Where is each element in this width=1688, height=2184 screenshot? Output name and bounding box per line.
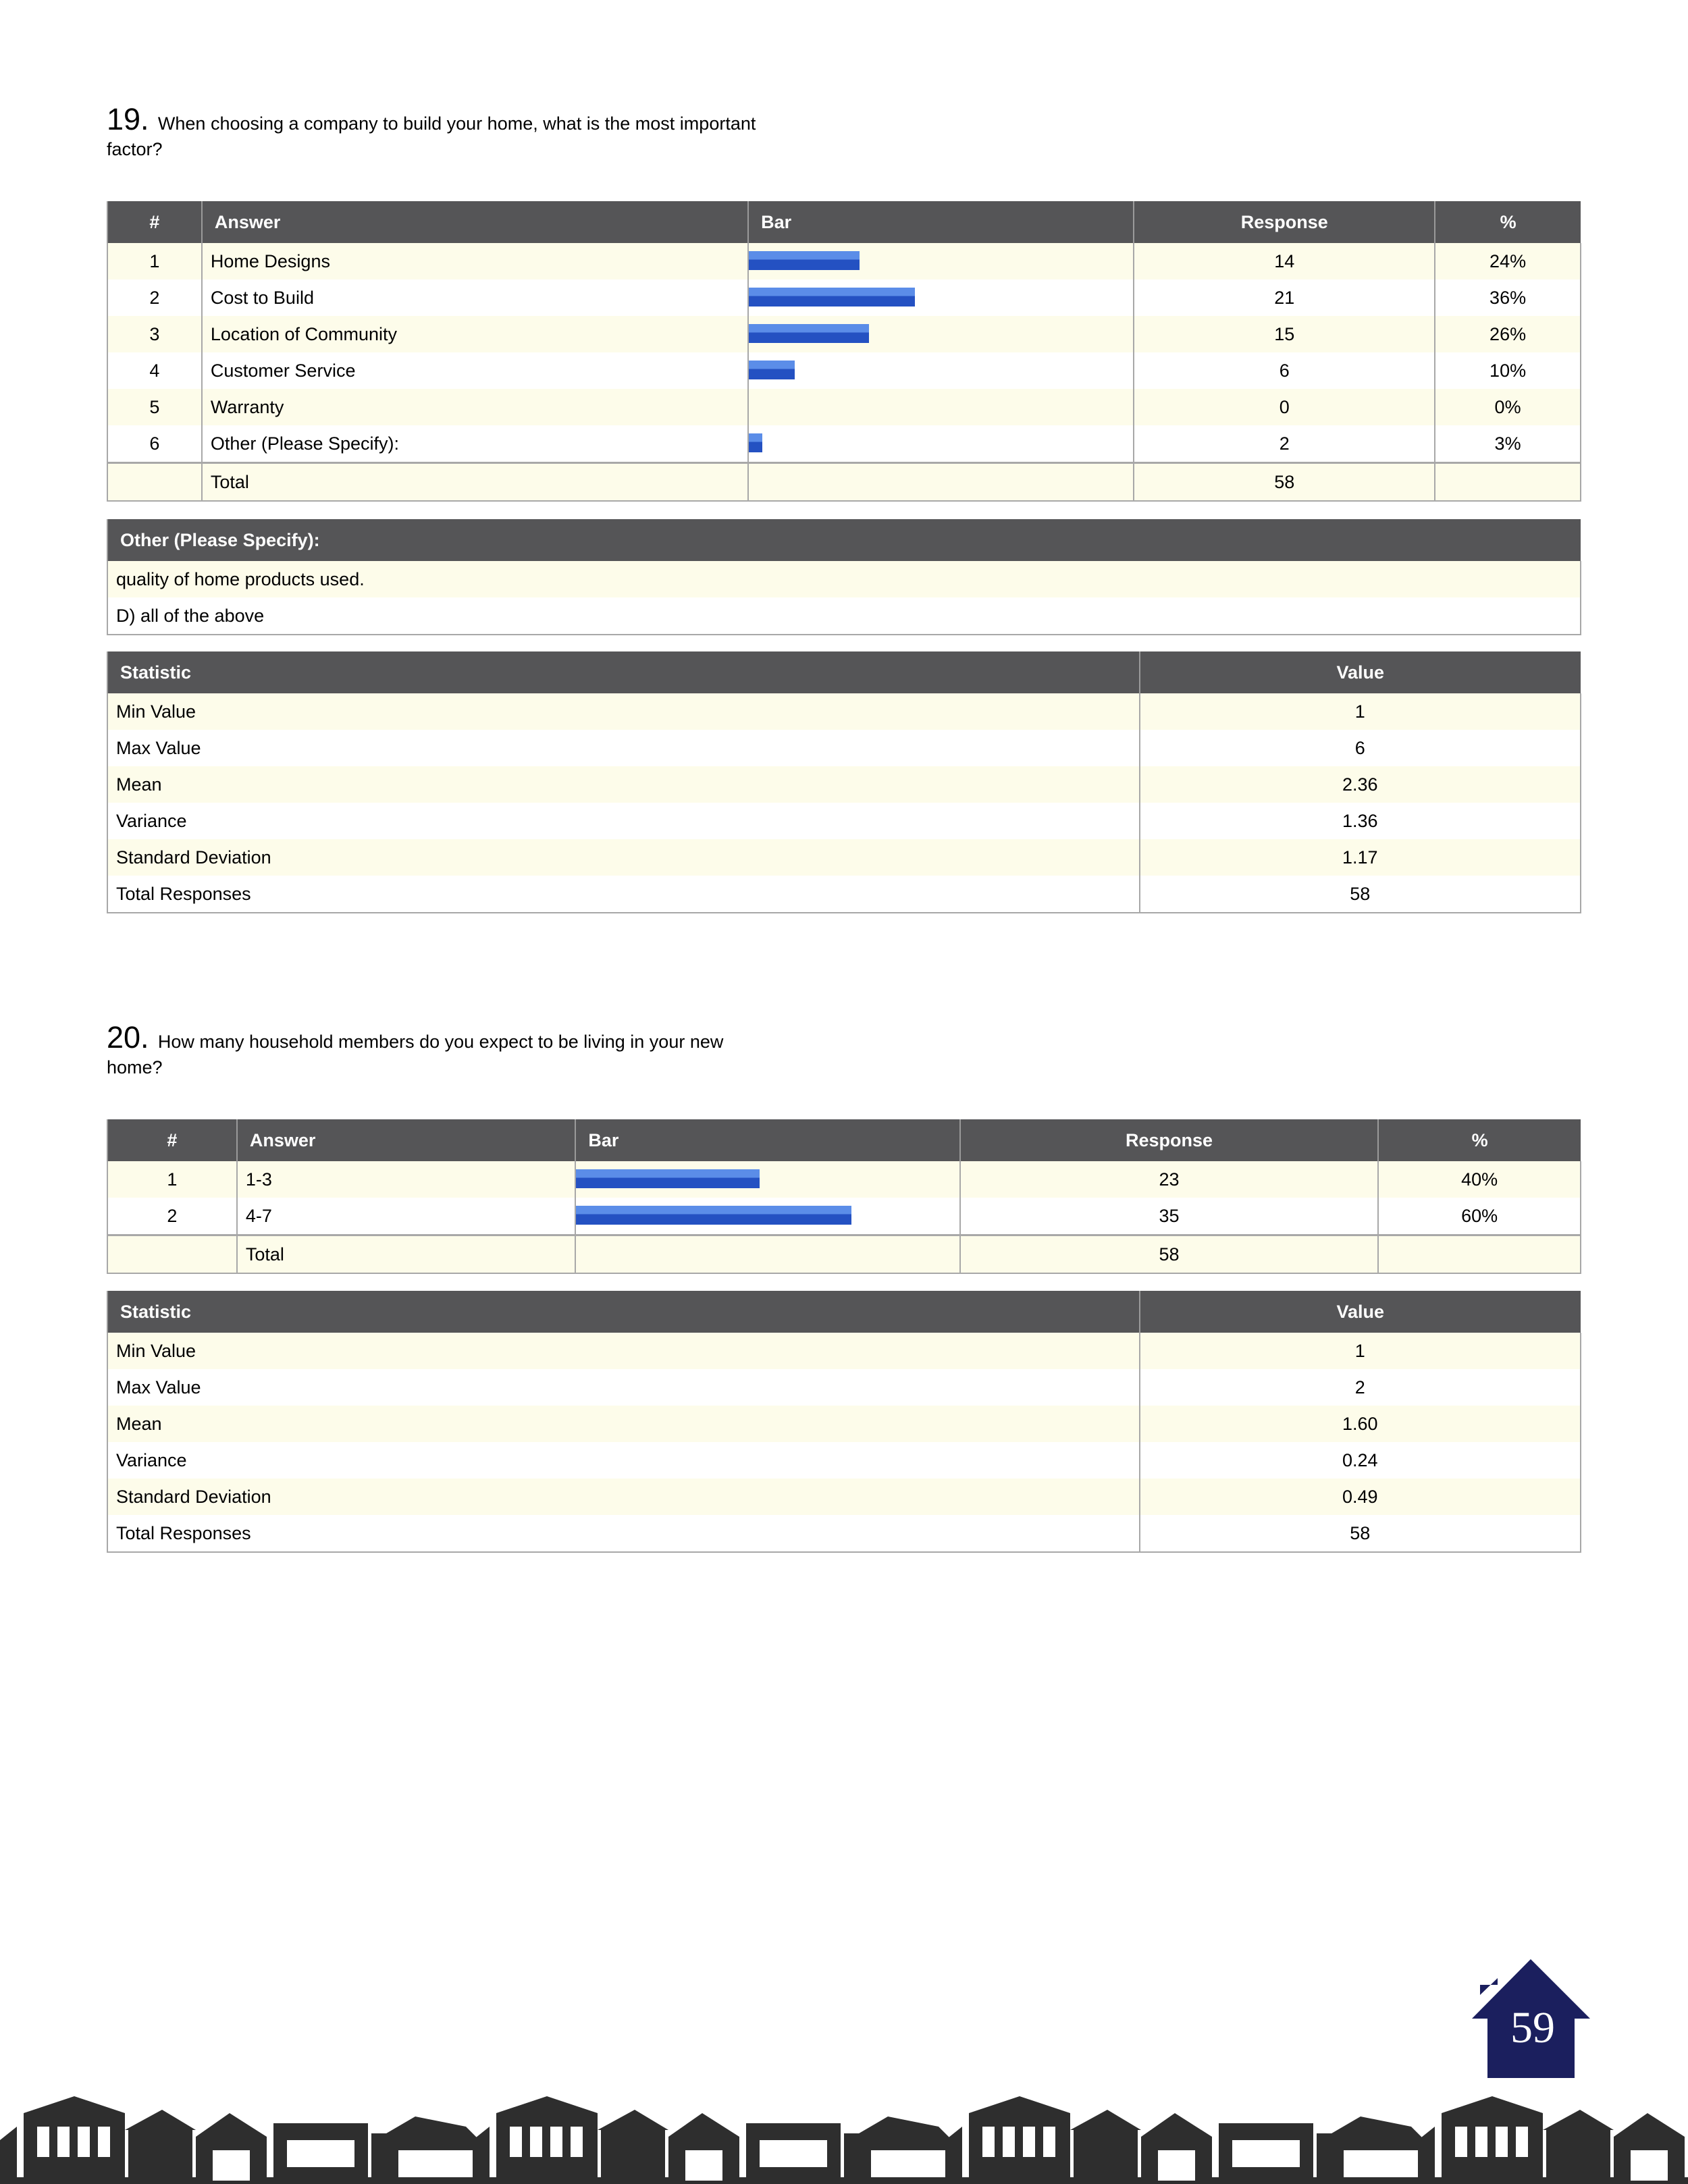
row-answer: Warranty <box>202 389 748 425</box>
question-text: When choosing a company to build your home, what is the most important <box>157 113 756 134</box>
col-header-bar: Bar <box>575 1119 959 1161</box>
question-19 <box>107 102 917 160</box>
stat-label: Mean <box>107 1406 1140 1442</box>
table-row <box>107 389 1581 425</box>
list-item <box>107 597 1581 635</box>
bar-fill <box>749 433 762 452</box>
row-bar <box>748 279 1134 316</box>
row-percent: 3% <box>1435 425 1581 463</box>
table-row <box>107 1479 1581 1515</box>
row-response: 21 <box>1134 279 1435 316</box>
stat-value: 58 <box>1140 1515 1581 1552</box>
table-row <box>107 803 1581 839</box>
total-row <box>107 463 1581 502</box>
row-percent: 0% <box>1435 389 1581 425</box>
row-bar <box>748 316 1134 352</box>
col-header-statistic: Statistic <box>107 651 1140 693</box>
row-percent: 24% <box>1435 243 1581 279</box>
houses-silhouette-icon <box>0 2096 1688 2184</box>
row-response: 0 <box>1134 389 1435 425</box>
col-header-bar: Bar <box>748 201 1134 243</box>
row-bar <box>575 1198 959 1235</box>
stat-label: Min Value <box>107 1333 1140 1369</box>
table-row <box>107 243 1581 279</box>
row-response: 2 <box>1134 425 1435 463</box>
other-item: quality of home products used. <box>107 561 1581 597</box>
table-row <box>107 876 1581 913</box>
table-row <box>107 1333 1581 1369</box>
total-value: 58 <box>960 1235 1378 1274</box>
question-20 <box>107 1020 917 1078</box>
row-bar <box>748 243 1134 279</box>
house-skyline-footer <box>0 2086 1688 2184</box>
stat-label: Total Responses <box>107 876 1140 913</box>
question-text-cont: factor? <box>107 139 163 159</box>
row-response: 23 <box>960 1161 1378 1198</box>
stat-value: 6 <box>1140 730 1581 766</box>
table-row <box>107 839 1581 876</box>
total-label: Total <box>202 463 748 502</box>
table-row <box>107 693 1581 730</box>
col-header-value: Value <box>1140 651 1581 693</box>
other-header: Other (Please Specify): <box>107 519 1581 561</box>
stat-value: 2 <box>1140 1369 1581 1406</box>
col-header-value: Value <box>1140 1291 1581 1333</box>
total-label: Total <box>237 1235 576 1274</box>
q19-statistics-table <box>107 651 1581 913</box>
stat-label: Min Value <box>107 693 1140 730</box>
row-percent: 36% <box>1435 279 1581 316</box>
stat-label: Variance <box>107 1442 1140 1479</box>
stat-value: 0.24 <box>1140 1442 1581 1479</box>
bar-fill <box>749 251 860 270</box>
col-header-response: Response <box>960 1119 1378 1161</box>
question-number: 19. <box>107 102 149 136</box>
question-text-cont: home? <box>107 1057 163 1077</box>
question-number: 20. <box>107 1020 149 1055</box>
col-header-answer: Answer <box>237 1119 576 1161</box>
row-num: 4 <box>107 352 202 389</box>
stat-label: Max Value <box>107 730 1140 766</box>
table-row <box>107 1161 1581 1198</box>
row-num: 5 <box>107 389 202 425</box>
total-value: 58 <box>1134 463 1435 502</box>
col-header-response: Response <box>1134 201 1435 243</box>
row-response: 35 <box>960 1198 1378 1235</box>
stat-value: 58 <box>1140 876 1581 913</box>
stat-value: 1 <box>1140 693 1581 730</box>
table-row <box>107 1406 1581 1442</box>
table-row <box>107 1198 1581 1235</box>
stat-label: Standard Deviation <box>107 1479 1140 1515</box>
col-header-percent: % <box>1435 201 1581 243</box>
stat-value: 1.17 <box>1140 839 1581 876</box>
stat-label: Total Responses <box>107 1515 1140 1552</box>
row-num: 1 <box>107 1161 237 1198</box>
bar-fill <box>749 324 869 343</box>
row-response: 14 <box>1134 243 1435 279</box>
page-number: 59 <box>1510 2003 1555 2052</box>
row-bar <box>748 352 1134 389</box>
table-row <box>107 1515 1581 1552</box>
stat-value: 2.36 <box>1140 766 1581 803</box>
col-header-num: # <box>107 1119 237 1161</box>
q19-results-table <box>107 201 1581 502</box>
row-answer: Cost to Build <box>202 279 748 316</box>
row-bar <box>748 389 1134 425</box>
total-row <box>107 1235 1581 1274</box>
row-percent: 10% <box>1435 352 1581 389</box>
row-answer: 1-3 <box>237 1161 576 1198</box>
row-percent: 40% <box>1378 1161 1581 1198</box>
row-answer: Customer Service <box>202 352 748 389</box>
row-bar <box>575 1161 959 1198</box>
col-header-num: # <box>107 201 202 243</box>
table-row <box>107 730 1581 766</box>
list-item <box>107 561 1581 597</box>
stat-label: Mean <box>107 766 1140 803</box>
stat-value: 0.49 <box>1140 1479 1581 1515</box>
table-row <box>107 1442 1581 1479</box>
row-percent: 26% <box>1435 316 1581 352</box>
stat-value: 1 <box>1140 1333 1581 1369</box>
row-num: 2 <box>107 279 202 316</box>
stat-value: 1.36 <box>1140 803 1581 839</box>
table-row <box>107 352 1581 389</box>
row-bar <box>748 425 1134 463</box>
row-answer: Home Designs <box>202 243 748 279</box>
stat-label: Variance <box>107 803 1140 839</box>
question-text: How many household members do you expect to be living in your new <box>157 1032 724 1052</box>
q20-results-table <box>107 1119 1581 1274</box>
row-response: 6 <box>1134 352 1435 389</box>
col-header-percent: % <box>1378 1119 1581 1161</box>
bar-fill <box>576 1169 760 1188</box>
row-response: 15 <box>1134 316 1435 352</box>
table-row <box>107 1369 1581 1406</box>
row-answer: Location of Community <box>202 316 748 352</box>
row-percent: 60% <box>1378 1198 1581 1235</box>
row-num: 3 <box>107 316 202 352</box>
row-num: 2 <box>107 1198 237 1235</box>
stat-value: 1.60 <box>1140 1406 1581 1442</box>
page-number-badge <box>1472 1958 1590 2078</box>
bar-fill <box>576 1206 851 1225</box>
stat-label: Standard Deviation <box>107 839 1140 876</box>
stat-label: Max Value <box>107 1369 1140 1406</box>
table-row <box>107 316 1581 352</box>
row-answer: Other (Please Specify): <box>202 425 748 463</box>
row-num: 6 <box>107 425 202 463</box>
table-row <box>107 425 1581 463</box>
row-num: 1 <box>107 243 202 279</box>
other-item: D) all of the above <box>107 597 1581 635</box>
table-row <box>107 279 1581 316</box>
row-answer: 4-7 <box>237 1198 576 1235</box>
q20-statistics-table <box>107 1291 1581 1553</box>
bar-fill <box>749 361 795 379</box>
q19-other-table <box>107 519 1581 635</box>
col-header-answer: Answer <box>202 201 748 243</box>
bar-fill <box>749 288 915 307</box>
table-row <box>107 766 1581 803</box>
col-header-statistic: Statistic <box>107 1291 1140 1333</box>
